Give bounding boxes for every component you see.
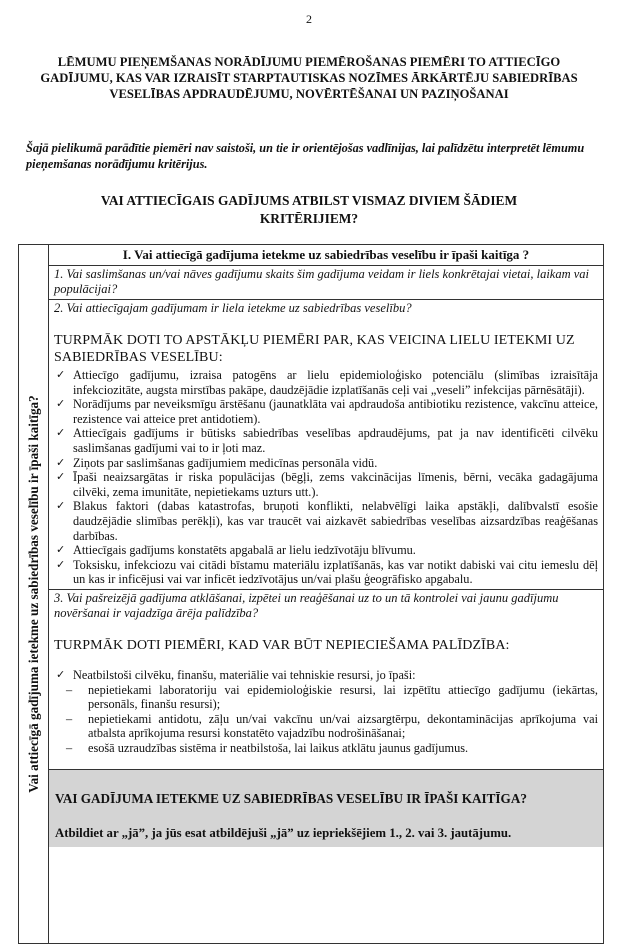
dash-bullet: –	[66, 682, 73, 697]
intro-note: Šajā pielikumā parādītie piemēri nav saistoši, un tie ir orientējošas vadlīnijas, lai palīdzētu interpretēt lēmumu pieņemšanas norādījumu kritērijus.	[26, 141, 585, 171]
question-2-examples	[54, 368, 598, 587]
question-2: 2. Vai attiecīgajam gadījumam ir liela ietekme uz sabiedrības veselību?	[54, 301, 412, 315]
list-item: ✓ Toksisku, infekciozu vai citādi bīstamu materiālu izplatīšanās, kas var notikt dabiski vai citu iemeslu dēļ un kas ir inficējusi vai var inficēt iedzīvotājus un/vai plašu ģeogrāfisko apgabalu.	[56, 557, 598, 587]
summary-question: VAI GADĪJUMA IETEKME UZ SABIEDRĪBAS VESELĪBU IR ĪPAŠI KAITĪGA?	[55, 791, 527, 807]
check-icon: ✓	[56, 667, 66, 681]
dash-bullet: –	[66, 711, 73, 726]
check-icon: ✓	[56, 557, 66, 571]
list-item: ✓ Ziņots par saslimšanas gadījumiem medicīnas personāla vidū.	[56, 455, 378, 470]
question-2-cell	[49, 300, 603, 590]
check-icon: ✓	[56, 368, 66, 381]
check-icon: ✓	[56, 543, 66, 557]
list-item: – nepietiekami antidotu, zāļu un/vai vakcīnu un/vai aizsargtērpu, dekontaminācijas aprīkojuma vai atbalsta aprīkojuma resursi konstatēto vajadzību nodrošināšanai;	[66, 711, 598, 741]
question-3-subitems	[54, 683, 598, 756]
check-icon: ✓	[56, 470, 66, 484]
check-icon: ✓	[56, 426, 66, 440]
page-number: 2	[306, 12, 312, 26]
list-item: ✓ Attiecīgais gadījums ir būtisks sabiedrības veselības apdraudējums, pat ja nav identificēti cilvēku saslimšanas gadījumi vai to ir ļoti maz.	[56, 426, 598, 455]
list-item: ✓ Norādījums par neveiksmīgu ārstēšanu (jaunatklāta vai apdraudoša antibiotiku rezistence, vakcīnu atteice, rezistence vai atteice pret antidotiem).	[56, 397, 598, 426]
summary-cell	[49, 770, 603, 847]
summary-note: Atbildiet ar „jā”, ja jūs esat atbildējuši „jā” uz iepriekšējiem 1., 2. vai 3. jautājumu.	[55, 826, 512, 841]
question-3-examples	[54, 668, 598, 683]
criteria-table	[18, 244, 604, 944]
criteria-question: VAI ATTIECĪGAIS GADĪJUMS ATBILST VISMAZ DIVIEM ŠĀDIEM KRITĒRIJIEM?	[100, 193, 518, 226]
question-2-examples-heading: TURPMĀK DOTI TO APSTĀKĻU PIEMĒRI PAR, KAS VEICINA LIELU IETEKMI UZ SABIEDRĪBAS VESELĪBU:	[54, 333, 575, 365]
list-item: – nepietiekami laboratoriju vai epidemioloģiskie resursi, lai izpētītu attiecīgo gadījumu (iekārtas, personāls, finanšu resursi);	[66, 682, 598, 712]
side-label-cell	[19, 245, 49, 943]
check-icon: ✓	[56, 397, 66, 411]
list-item: ✓ Neatbilstoši cilvēku, finanšu, materiālie vai tehniskie resursi, jo īpaši:	[56, 667, 416, 682]
list-item: ✓ Īpaši neaizsargātas ir riska populācijas (bēgļi, zems vakcinācijas līmenis, bērni, vecāka gadagājuma cilvēki, zema imunitāte, nepietiekams uzturs utt.).	[56, 470, 598, 499]
list-item: ✓ Attiecīgo gadījumu, izraisa patogēns ar lielu epidemioloģisko potenciālu (slimības izraisītāja infekciozitāte, augsta mirstības pakāpe, daudzējādie izplatīšanās ceļi vai „veseli” infekcijas pārnēsātāji).	[56, 368, 598, 397]
list-item: ✓ Blakus faktori (dabas katastrofas, bruņoti konflikti, nelabvēlīgi laika apstākļi, dalībvalstī esošie daudzējādie slimības perēkļi), kas var traucēt vai aizkavēt sabiedrības veselības aizsardzības reaģēšanas darbības.	[56, 499, 598, 543]
side-label: Vai attiecīgā gadījuma ietekme uz sabiedrības veselību ir īpaši kaitīga?	[26, 395, 41, 793]
question-1: 1. Vai saslimšanas un/vai nāves gadījumu skaits šim gadījuma veidam ir liels konkrētajai vietai, laikam vai populācijai?	[49, 266, 603, 300]
list-item: ✓ Attiecīgais gadījums konstatēts apgabalā ar lielu iedzīvotāju blīvumu.	[56, 543, 416, 558]
list-item: – esošā uzraudzības sistēma ir neatbilstoša, lai laikus atklātu jaunus gadījumus.	[66, 740, 469, 755]
check-icon: ✓	[56, 455, 66, 469]
dash-bullet: –	[66, 740, 73, 755]
question-3-examples-heading: TURPMĀK DOTI PIEMĒRI, KAD VAR BŪT NEPIECIEŠAMA PALĪDZĪBA:	[54, 637, 510, 653]
document-title: LĒMUMU PIEŅEMŠANAS NORĀDĪJUMU PIEMĒROŠANAS PIEMĒRI TO ATTIECĪGO GADĪJUMU, KAS VAR IZRAISĪT STARPTAUTISKAS NOZĪMES ĀRKĀRTĒJU SABIEDRĪBAS VESELĪBAS APDRAUDĒJUMU, NOVĒRTĒŠANAI UN PAZIŅOŠANAI	[40, 55, 578, 101]
question-3: 3. Vai pašreizējā gadījuma atklāšanai, izpētei un reaģēšanai uz to un tā kontrolei vai jaunu gadījumu novēršanai ir vajadzīga ārēja palīdzība?	[54, 590, 559, 620]
table-main-column	[49, 245, 603, 847]
check-icon: ✓	[56, 499, 66, 513]
section-heading: I. Vai attiecīgā gadījuma ietekme uz sabiedrības veselību ir īpaši kaitīga ?	[49, 245, 603, 266]
question-3-cell	[49, 590, 603, 771]
